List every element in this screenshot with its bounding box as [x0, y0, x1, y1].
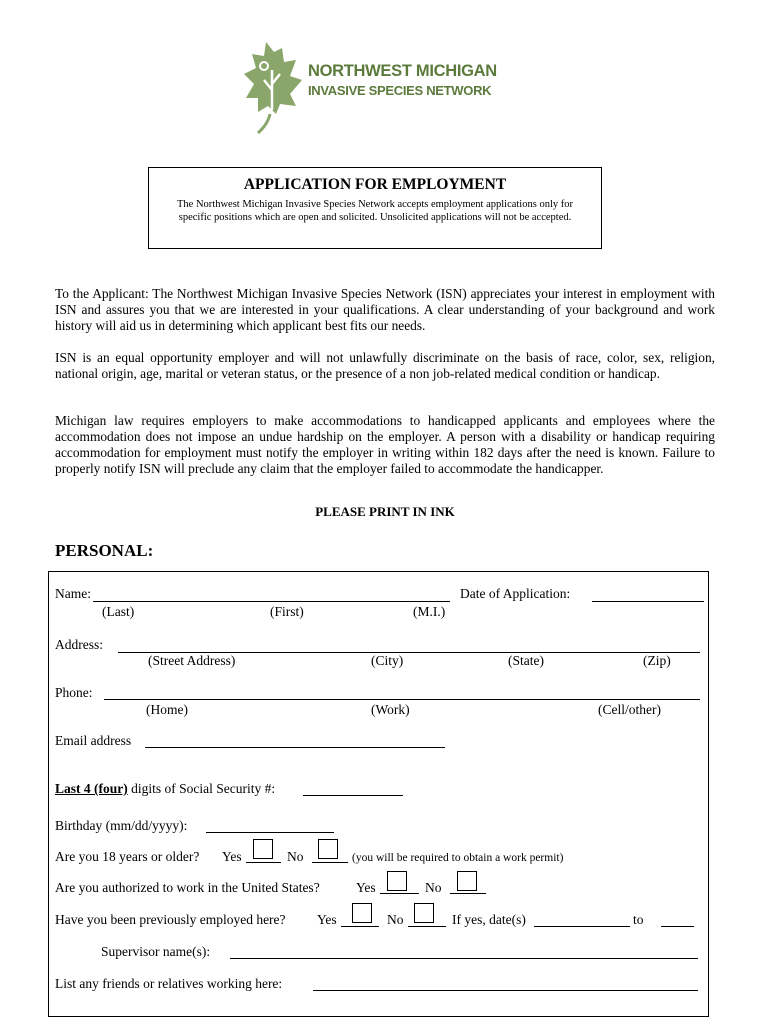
section-title-personal: PERSONAL: [55, 541, 154, 560]
print-in-ink-notice: PLEASE PRINT IN INK [315, 504, 455, 519]
ssn-label [55, 781, 275, 797]
q18-yes-line [246, 862, 281, 863]
relatives-field[interactable] [313, 990, 698, 991]
logo-title-line1: NORTHWEST MICHIGAN [308, 62, 497, 80]
accommodation-paragraph: Michigan law requires employers to make accommodations to handicapped applicants and employees where the accommodation does not impose an undue hardship on the employer. A person with a disability or handicap requiring accommodation for employment must notify the employer in writing within 182 days after the need is known. Failure to properly notify ISN will preclude any claim that the employer failed to accommodate the handicapper. [55, 413, 715, 476]
address-label: Address: [55, 637, 103, 652]
qprev-yes-checkbox[interactable] [352, 903, 372, 923]
email-field[interactable] [145, 747, 445, 748]
solicitation-note: The Northwest Michigan Invasive Species Network accepts employment applications only for specific positions which are open and solicited. Unsolicited applications will not be accepted. [177, 199, 573, 223]
phone-field[interactable] [104, 699, 700, 700]
isn-logo [244, 40, 497, 135]
qprev-no-label: No [387, 912, 404, 927]
intro-paragraph: To the Applicant: The Northwest Michigan Invasive Species Network (ISN) appreciates your interest in employment with ISN and assures you that we are interested in your qualifications. A clear understanding of your background and work history will aid us in determining which applicant best fits our needs. [55, 286, 715, 333]
ssn-field[interactable] [303, 795, 403, 796]
qprev-to-label: to [633, 912, 644, 927]
qauth-no-checkbox[interactable] [457, 871, 477, 891]
qauth-yes-checkbox[interactable] [387, 871, 407, 891]
name-field[interactable] [93, 601, 450, 602]
birthday-label: Birthday (mm/dd/yyyy): [55, 818, 188, 833]
address-sub-street: (Street Address) [148, 653, 236, 668]
phone-label: Phone: [55, 685, 93, 700]
name-sub-mi: (M.I.) [413, 604, 446, 619]
name-sub-first: (First) [270, 604, 304, 619]
qprev-yes-label: Yes [317, 912, 337, 927]
qprev-question: Have you been previously employed here? [55, 912, 286, 927]
relatives-label: List any friends or relatives working here: [55, 976, 283, 991]
qprev-no-checkbox[interactable] [414, 903, 434, 923]
qauth-yes-label: Yes [356, 880, 376, 895]
qprev-dates-label: If yes, date(s) [452, 912, 526, 927]
date-of-application-label: Date of Application: [460, 586, 571, 601]
qauth-yes-line [380, 893, 419, 894]
birthday-field[interactable] [206, 832, 334, 833]
ssn-label-bold: Last 4 (four) [55, 781, 128, 796]
address-sub-state: (State) [508, 653, 544, 668]
q18-yes-label: Yes [222, 849, 242, 864]
title-box [148, 167, 602, 249]
ssn-label-rest: digits of Social Security #: [131, 781, 276, 796]
q18-question: Are you 18 years or older? [55, 849, 200, 864]
logo-title-line2: INVASIVE SPECIES NETWORK [308, 83, 492, 98]
qauth-no-label: No [425, 880, 442, 895]
qauth-question: Are you authorized to work in the United States? [55, 880, 320, 895]
q18-yes-checkbox[interactable] [253, 839, 273, 859]
leaf-logo-icon [244, 40, 304, 135]
supervisor-field[interactable] [230, 958, 698, 959]
page-title: APPLICATION FOR EMPLOYMENT [243, 176, 507, 193]
q18-note: (you will be required to obtain a work permit) [352, 852, 564, 864]
qprev-yes-line [341, 926, 379, 927]
qprev-no-line [408, 926, 446, 927]
q18-no-line [312, 862, 348, 863]
phone-sub-home: (Home) [146, 702, 188, 717]
phone-sub-cell: (Cell/other) [598, 702, 661, 717]
equal-opportunity-paragraph: ISN is an equal opportunity employer and will not unlawfully discriminate on the basis of race, color, sex, religion, national origin, age, marital or veteran status, or the presence of a non job-related medical condition or handicap. [55, 350, 715, 381]
qauth-no-line [450, 893, 486, 894]
name-label: Name: [55, 586, 91, 601]
address-sub-city: (City) [371, 653, 404, 668]
email-label: Email address [55, 733, 132, 748]
date-of-application-field[interactable] [592, 601, 704, 602]
q18-no-checkbox[interactable] [318, 839, 338, 859]
qprev-date-to-field[interactable] [661, 926, 694, 927]
qprev-date-from-field[interactable] [534, 926, 630, 927]
supervisor-label: Supervisor name(s): [101, 944, 211, 959]
phone-sub-work: (Work) [371, 702, 410, 717]
address-sub-zip: (Zip) [643, 653, 671, 668]
name-sub-last: (Last) [102, 604, 135, 619]
q18-no-label: No [287, 849, 304, 864]
